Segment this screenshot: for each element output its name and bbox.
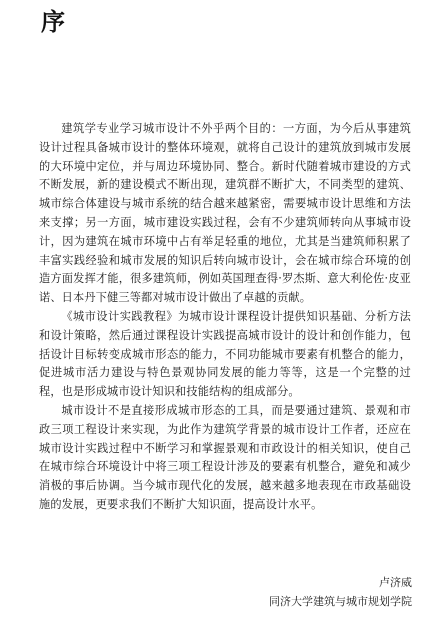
signature-block [269, 573, 412, 611]
page-title: 序 [41, 8, 65, 36]
paragraph-2: 《城市设计实践教程》为城市设计课程设计提供知识基础、分析方法和设计策略，然后通过课程设计实践提高城市设计的设计和创作能力，包括设计目标转变成城市形态的能力，不同功能城市要素有机整合的能力，促进城市活力建设与特色景观协同发展的能力等等，这是一个完整的过程，也是形成城市设计知识和技能结构的组成部分。 [39, 309, 411, 399]
paragraph-3: 城市设计不是直接形成城市形态的工具，而是要通过建筑、景观和市政三项工程设计来实现，为此作为建筑学背景的城市设计工作者，还应在城市设计实践过程中不断学习和掌握景观和市政设计的相关知识，使自己在城市综合环境设计中将三项工程设计涉及的要素有机整合，避免和减少消极的事后协调。当今城市现代化的发展，越来越多地表现在市政基础设施的发展，更要求我们不断扩大知识面，提高设计水平。 [39, 403, 411, 511]
author-affiliation: 同济大学建筑与城市规划学院 [269, 595, 412, 608]
author-name: 卢济威 [379, 576, 412, 589]
preface-body [39, 120, 411, 515]
paragraph-1: 建筑学专业学习城市设计不外乎两个目的：一方面，为今后从事建筑设计过程具备城市设计的整体环境观，就将自己设计的建筑放到城市发展的大环境中定位，并与周边环境协同、整合。新时代随着城市建设的方式不断发展，新的建设模式不断出现，建筑群不断扩大，不同类型的建筑、城市综合体建设与城市系统的结合越来越紧密，需要城市设计思维和方法来支撑；另一方面，城市建设实践过程，会有不少建筑师转向从事城市设计，因为建筑在城市环境中占有举足轻重的地位，尤其是当建筑师积累了丰富实践经验和城市发展的知识后转向城市设计，会在城市综合环境的创造方面发挥才能，很多建筑师，例如英国理查得·罗杰斯、意大利伦佐·皮亚诺、日本丹下健三等都对城市设计做出了卓越的贡献。 [39, 122, 411, 305]
